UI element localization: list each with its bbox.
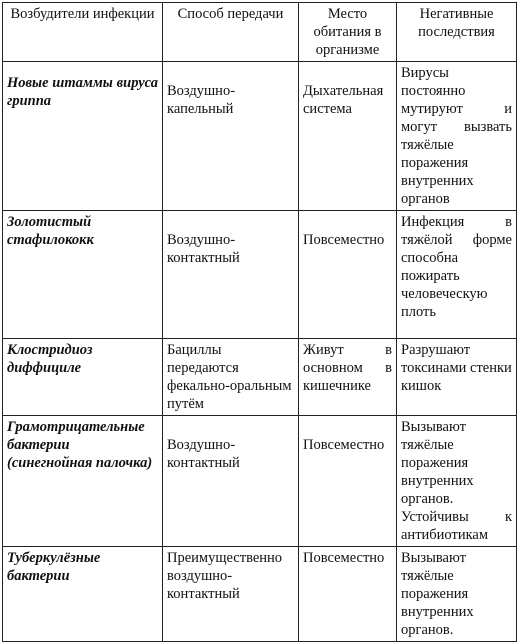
cell-habitat: Повсеместно <box>299 416 397 547</box>
cell-habitat: Дыхательная система <box>299 62 397 211</box>
cell-transmission: Воздушно-капельный <box>163 62 299 211</box>
cell-habitat: Повсеместно <box>299 211 397 339</box>
cell-pathogen: Туберкулёзные бактерии <box>3 547 163 642</box>
table-row <box>3 211 517 339</box>
table-row <box>3 62 517 211</box>
table-header-row <box>3 3 517 62</box>
infections-table <box>2 2 517 642</box>
cell-pathogen: Клостридиоз диффициле <box>3 339 163 416</box>
header-pathogen: Возбудители инфекции <box>3 3 163 62</box>
cell-consequences: Вызывают тяжёлые поражения внутренних органов. <box>397 547 517 642</box>
table-row <box>3 339 517 416</box>
cell-transmission: Воздушно-контактный <box>163 211 299 339</box>
cell-pathogen: Грамотрицательные бактерии (синегнойная палочка) <box>3 416 163 547</box>
cell-consequences: Вирусы постоянно мутируют и могут вызвать тяжёлые поражения внутренних органов <box>397 62 517 211</box>
header-habitat: Место обитания в организме <box>299 3 397 62</box>
table-row <box>3 416 517 547</box>
cell-consequences: Инфекция в тяжёлой форме способна пожирать человеческую плоть <box>397 211 517 339</box>
cell-consequences: Вызывают тяжёлые поражения внутренних органов. Устойчивы к антибиотикам <box>397 416 517 547</box>
header-consequences: Негативные последствия <box>397 3 517 62</box>
cell-transmission: Воздушно-контактный <box>163 416 299 547</box>
table-row <box>3 547 517 642</box>
header-transmission: Способ передачи <box>163 3 299 62</box>
cell-transmission: Бациллы передаются фекально-оральным путём <box>163 339 299 416</box>
cell-habitat: Живут в основном в кишечнике <box>299 339 397 416</box>
cell-habitat: Повсеместно <box>299 547 397 642</box>
cell-transmission: Преимущественно воздушно-контактный <box>163 547 299 642</box>
cell-pathogen: Золотистый стафилококк <box>3 211 163 339</box>
cell-consequences: Разрушают токсинами стенки кишок <box>397 339 517 416</box>
cell-pathogen: Новые штаммы вируса гриппа <box>3 62 163 211</box>
